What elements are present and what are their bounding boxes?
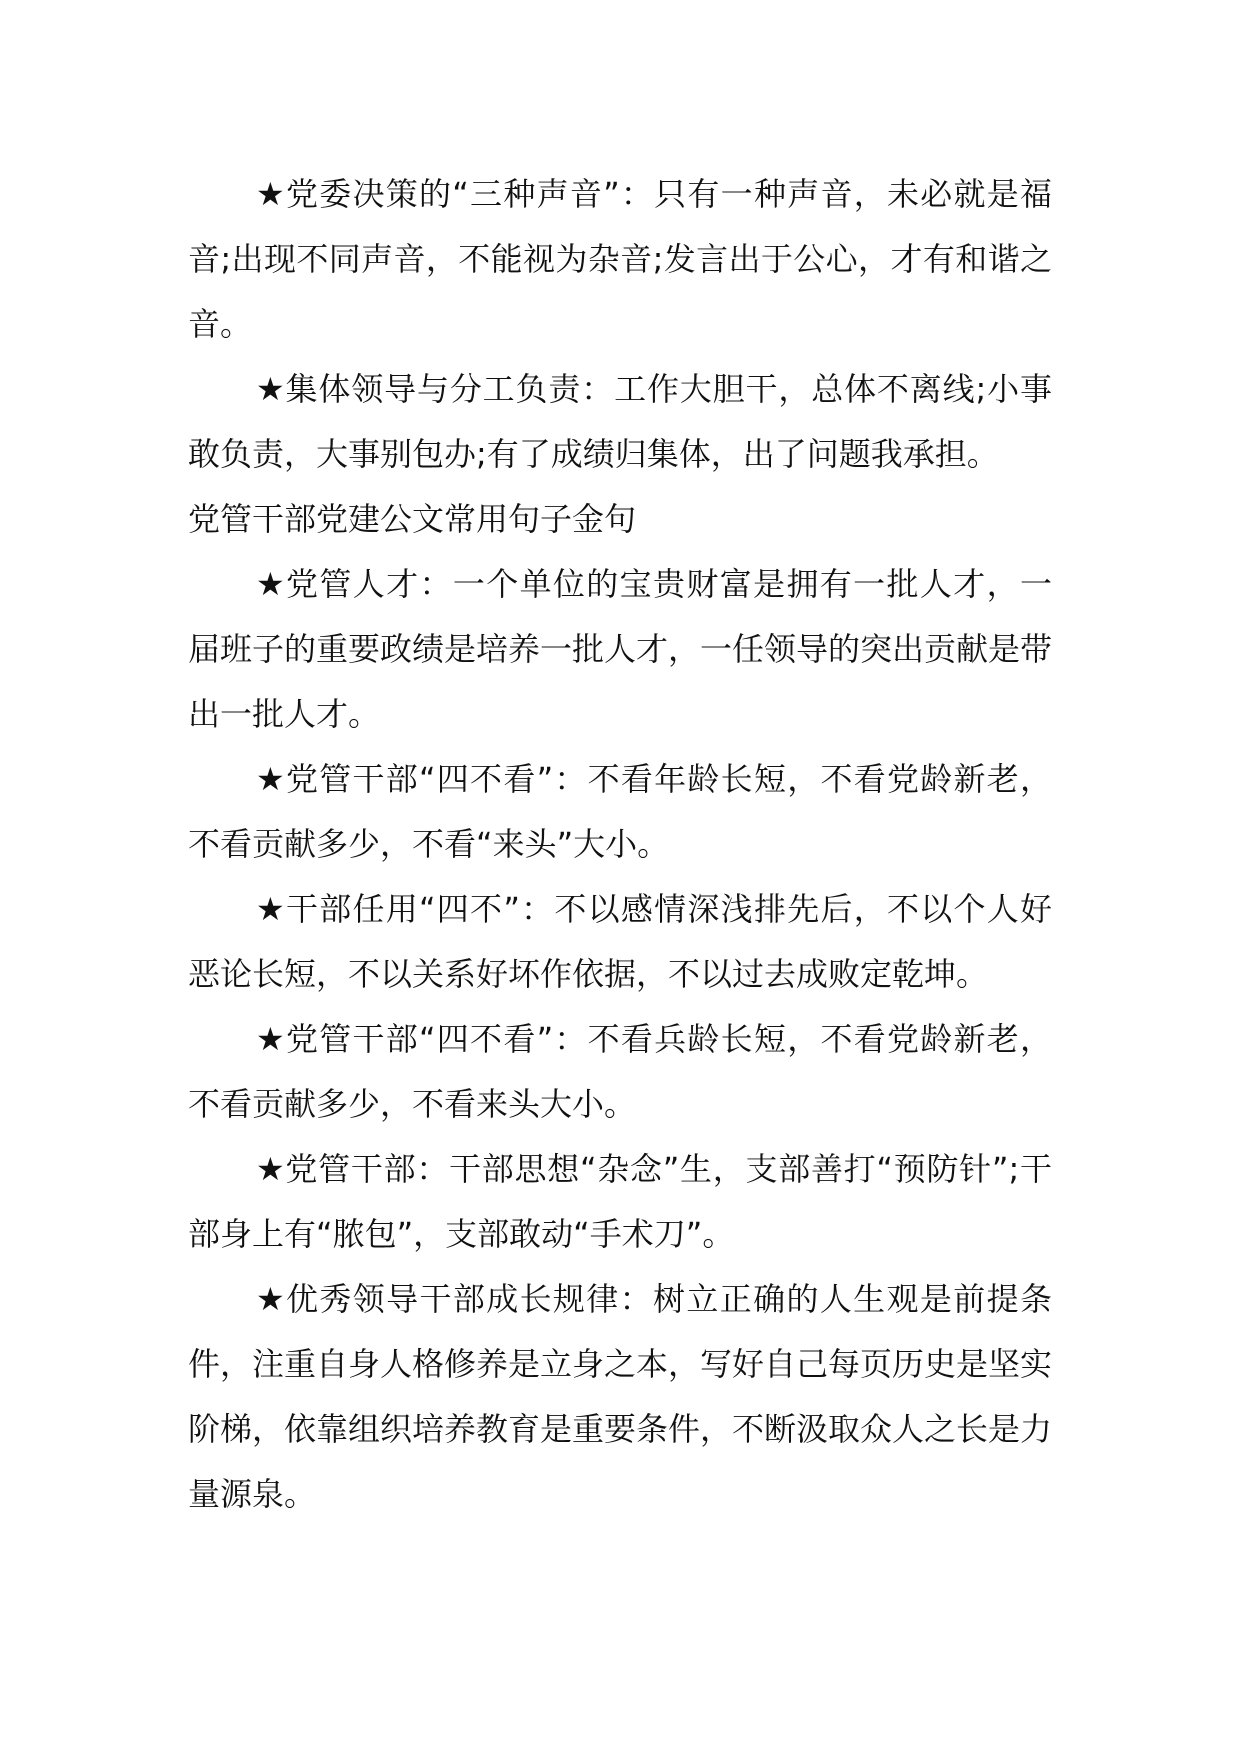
paragraph-collective-leadership: ★集体领导与分工负责：工作大胆干，总体不离线;小事敢负责，大事别包办;有了成绩归集体，出了问题我承担。 bbox=[188, 370, 1052, 473]
paragraph-cadre-appointment: ★干部任用“四不”：不以感情深浅排先后，不以个人好恶论长短，不以关系好坏作依据，不以过去成败定乾坤。 bbox=[188, 890, 1052, 993]
paragraph-four-not-look-1: ★党管干部“四不看”：不看年龄长短，不看党龄新老，不看贡献多少，不看“来头”大小。 bbox=[188, 760, 1052, 863]
paragraph-party-committee-voices: ★党委决策的“三种声音”：只有一种声音，未必就是福音;出现不同声音，不能视为杂音;发言出于公心，才有和谐之音。 bbox=[188, 175, 1052, 343]
paragraph-growth-rules: ★优秀领导干部成长规律：树立正确的人生观是前提条件，注重自身人格修养是立身之本，写好自己每页历史是坚实阶梯，依靠组织培养教育是重要条件，不断汲取众人之长是力量源泉。 bbox=[188, 1280, 1053, 1513]
paragraph-four-not-look-2: ★党管干部“四不看”：不看兵龄长短，不看党龄新老，不看贡献多少，不看来头大小。 bbox=[188, 1020, 1052, 1123]
document-body bbox=[188, 162, 1052, 1527]
section-heading: 党管干部党建公文常用句子金句 bbox=[188, 500, 637, 538]
paragraph-party-manages-talent: ★党管人才：一个单位的宝贵财富是拥有一批人才，一届班子的重要政绩是培养一批人才，一任领导的突出贡献是带出一批人才。 bbox=[188, 565, 1053, 733]
paragraph-party-manages-cadres: ★党管干部：干部思想“杂念”生，支部善打“预防针”;干部身上有“脓包”，支部敢动“手术刀”。 bbox=[188, 1150, 1052, 1253]
